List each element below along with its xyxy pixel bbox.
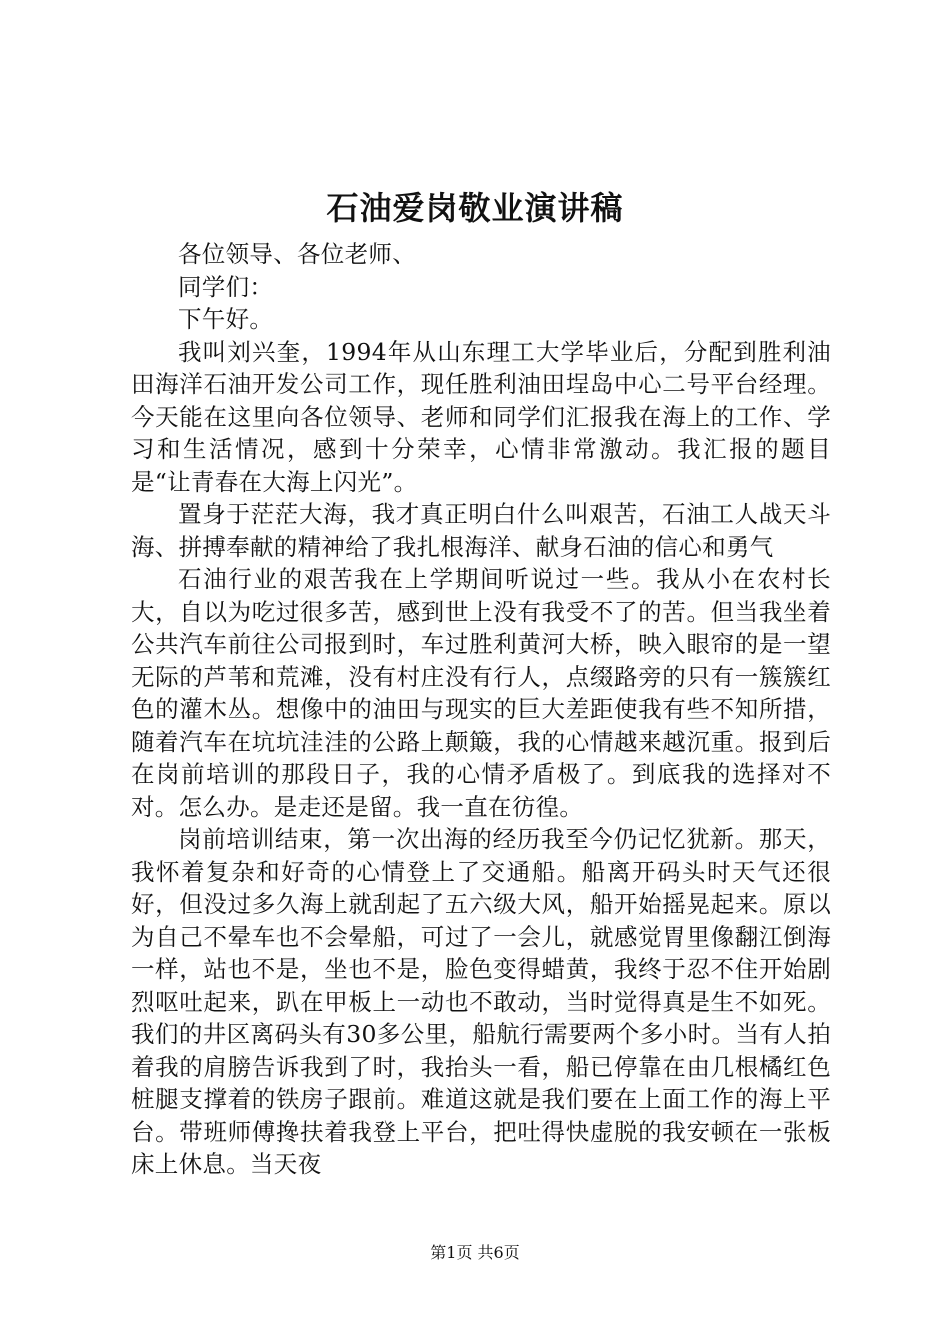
salutation-line-2: 同学们：: [178, 272, 274, 301]
greeting-line: 下午好。: [178, 305, 274, 333]
paragraph-introduction: 我叫刘兴奎，1994年从山东理工大学毕业后，分配到胜利油田海洋石油开发公司工作，现任胜利油田埕岛中心二号平台经理。今天能在这里向各位领导、老师和同学们汇报我在海上的工作、学习和生活情况，感到十分荣幸，心情非常激动。我汇报的题目是“让青春在大海上闪光”。: [131, 337, 831, 496]
salutation-line-1: 各位领导、各位老师、: [178, 240, 416, 268]
paragraph-first-voyage: 岗前培训结束，第一次出海的经历我至今仍记忆犹新。那天，我怀着复杂和好奇的心情登上了交通船。船离开码头时天气还很好，但没过多久海上就刮起了五六级大风，船开始摇晃起来。原以为自己不晕车也不会晕船，可过了一会儿，就感觉胃里像翻江倒海一样，站也不是，坐也不是，脸色变得蜡黄，我终于忍不住开始剧烈呕吐起来，趴在甲板上一动也不敢动，当时觉得真是生不如死。我们的井区离码头有30多公里，船航行需要两个多小时。当有人拍着我的肩膀告诉我到了时，我抬头一看，船已停靠在由几根橘红色桩腿支撑着的铁房子跟前。难道这就是我们要在上面工作的海上平台。带班师傅搀扶着我登上平台，把吐得快虚脱的我安顿在一张板床上休息。当天夜: [131, 825, 831, 1178]
document-title: 石油爱岗敬业演讲稿: [326, 189, 624, 227]
page-number-footer: 第1页 共6页: [430, 1243, 520, 1262]
document-body: [131, 238, 831, 1181]
paragraph-theme: 置身于茫茫大海，我才真正明白什么叫艰苦，石油工人战天斗海、拼搏奉献的精神给了我扎根海洋、献身石油的信心和勇气: [131, 500, 831, 561]
paragraph-hardship: 石油行业的艰苦我在上学期间听说过一些。我从小在农村长大，自以为吃过很多苦，感到世上没有我受不了的苦。但当我坐着公共汽车前往公司报到时，车过胜利黄河大桥，映入眼帘的是一望无际的芦苇和荒滩，没有村庄没有行人，点缀路旁的只有一簇簇红色的灌木丛。想像中的油田与现实的巨大差距使我有些不知所措，随着汽车在坑坑洼洼的公路上颠簸，我的心情越来越沉重。报到后在岗前培训的那段日子，我的心情矛盾极了。到底我的选择对不对。怎么办。是走还是留。我一直在彷徨。: [131, 565, 831, 821]
